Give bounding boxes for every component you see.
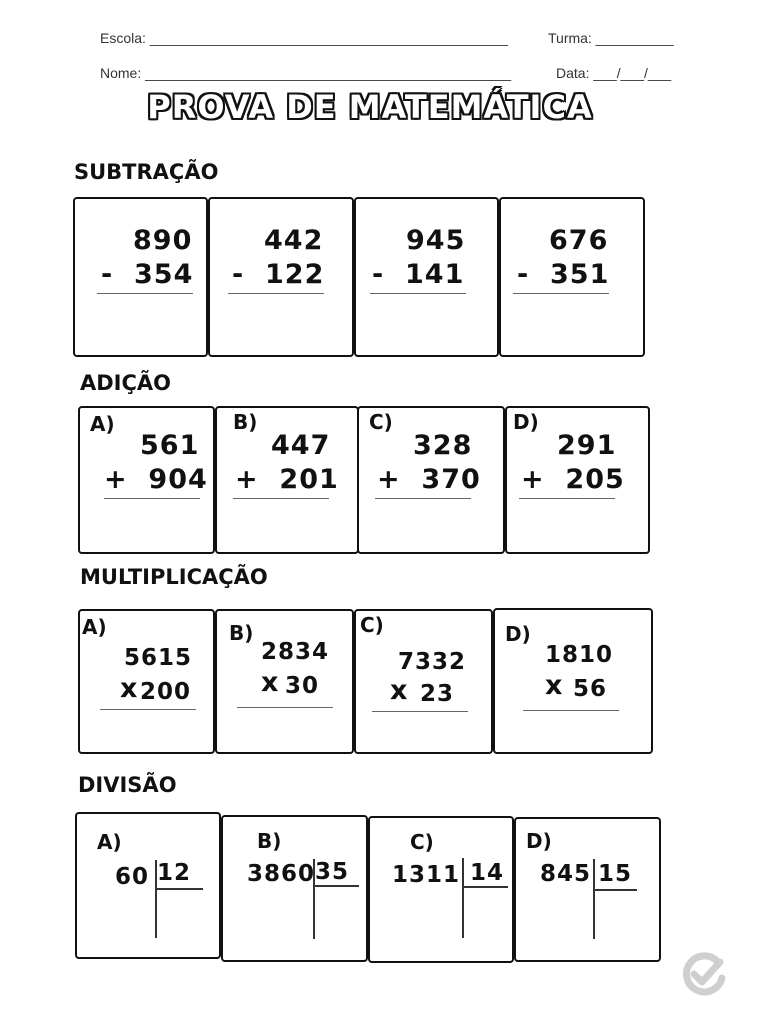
division-1-letter: A)	[97, 830, 122, 854]
division-bracket-vertical	[462, 858, 464, 938]
division-3-letter: C)	[410, 830, 434, 854]
multiplication-1-top: 5615	[124, 645, 193, 671]
multiplication-box-1	[78, 609, 215, 754]
section-multiplication-label: MULTIPLICAÇÃO	[80, 565, 268, 589]
division-bracket-vertical	[593, 859, 595, 939]
subtraction-2-top: 442	[264, 225, 324, 256]
division-4-dividend: 845	[540, 861, 592, 887]
division-bracket-horizontal	[462, 886, 508, 888]
division-1-divisor: 12	[157, 860, 192, 886]
answer-rule	[372, 711, 468, 712]
school-field: Escola: ______________________________________________	[100, 30, 508, 46]
division-box-2	[221, 815, 368, 962]
multiplication-2-bottom: 30	[285, 673, 320, 699]
division-bracket-horizontal	[155, 888, 203, 890]
subtraction-3-bottom: - 141	[372, 259, 465, 290]
addition-2-letter: B)	[233, 410, 258, 434]
multiplication-3-op: x	[390, 675, 409, 706]
answer-rule	[370, 293, 466, 294]
answer-rule	[233, 498, 329, 499]
subtraction-box-4	[499, 197, 645, 357]
answer-rule	[519, 498, 615, 499]
addition-3-bottom: + 370	[377, 464, 481, 495]
subtraction-box-3	[354, 197, 499, 357]
multiplication-box-2	[215, 609, 354, 754]
division-1-dividend: 60	[115, 864, 150, 890]
subtraction-1-top: 890	[133, 225, 193, 256]
addition-box-1	[78, 406, 215, 554]
division-4-divisor: 15	[598, 861, 633, 887]
subtraction-3-top: 945	[406, 225, 466, 256]
division-2-divisor: 35	[315, 859, 350, 885]
division-bracket-horizontal	[313, 885, 359, 887]
section-division-label: DIVISÃO	[78, 773, 177, 797]
division-bracket-vertical	[313, 859, 315, 939]
subtraction-box-2	[208, 197, 354, 357]
addition-3-letter: C)	[369, 410, 393, 434]
answer-rule	[104, 498, 200, 499]
division-2-dividend: 3860	[247, 861, 316, 887]
answer-rule	[375, 498, 471, 499]
answer-rule	[237, 707, 333, 708]
multiplication-1-op: x	[120, 673, 139, 704]
name-field: Nome: _______________________________________________	[100, 65, 512, 81]
subtraction-4-bottom: - 351	[517, 259, 610, 290]
addition-2-top: 447	[271, 430, 331, 461]
multiplication-box-4	[493, 608, 653, 754]
answer-rule	[513, 293, 609, 294]
answer-rule	[100, 709, 196, 710]
division-3-divisor: 14	[470, 860, 505, 886]
addition-2-bottom: + 201	[235, 464, 339, 495]
multiplication-4-letter: D)	[505, 622, 531, 646]
subtraction-2-bottom: - 122	[232, 259, 325, 290]
checkmark-logo-icon	[680, 950, 728, 998]
division-4-letter: D)	[526, 829, 552, 853]
addition-box-4	[505, 406, 650, 554]
addition-4-letter: D)	[513, 410, 539, 434]
section-subtraction-label: SUBTRAÇÃO	[74, 160, 219, 184]
class-field: Turma: __________	[548, 30, 674, 46]
division-bracket-vertical	[155, 860, 157, 938]
multiplication-2-op: x	[261, 667, 280, 698]
division-3-dividend: 1311	[392, 862, 461, 888]
subtraction-1-bottom: - 354	[101, 259, 194, 290]
multiplication-4-top: 1810	[545, 642, 614, 668]
addition-4-top: 291	[557, 430, 617, 461]
multiplication-1-letter: A)	[82, 615, 107, 639]
division-box-1	[75, 812, 221, 959]
addition-box-2	[215, 406, 359, 554]
answer-rule	[228, 293, 324, 294]
addition-1-bottom: + 904	[104, 464, 208, 495]
multiplication-3-letter: C)	[360, 613, 384, 637]
addition-1-top: 561	[140, 430, 200, 461]
multiplication-4-op: x	[545, 670, 564, 701]
multiplication-4-bottom: 56	[573, 676, 608, 702]
answer-rule	[97, 293, 193, 294]
addition-1-letter: A)	[90, 412, 115, 436]
section-addition-label: ADIÇÃO	[80, 371, 172, 395]
multiplication-box-3	[354, 609, 493, 754]
addition-4-bottom: + 205	[521, 464, 625, 495]
addition-box-3	[357, 406, 505, 554]
division-box-4	[514, 817, 661, 962]
date-field: Data: ___/___/___	[556, 65, 672, 81]
answer-rule	[523, 710, 619, 711]
division-box-3	[368, 816, 514, 963]
subtraction-box-1	[73, 197, 208, 357]
page-title: PROVA DE MATEMÁTICA	[147, 88, 593, 126]
multiplication-3-top: 7332	[398, 649, 467, 675]
addition-3-top: 328	[413, 430, 473, 461]
division-bracket-horizontal	[593, 889, 637, 891]
multiplication-3-bottom: 23	[420, 681, 455, 707]
multiplication-1-bottom: 200	[140, 679, 192, 705]
subtraction-4-top: 676	[549, 225, 609, 256]
multiplication-2-top: 2834	[261, 639, 330, 665]
multiplication-2-letter: B)	[229, 621, 254, 645]
division-2-letter: B)	[257, 829, 282, 853]
